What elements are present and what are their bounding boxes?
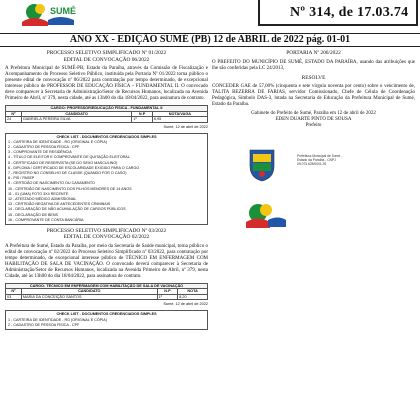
list-item: 2 - CADASTRO DE PESSOA FÍSICA - CPF — [8, 144, 80, 149]
list-item: 2 - CADASTRO DE PESSOA FÍSICA - CPF — [8, 322, 80, 327]
portaria-paragraph-1: O PREFEITO DO MUNICÍPIO DE SUMÉ, ESTADO DA PARAÍBA, usando das atribuições que lhe são conferidas pela LC 24/2013, — [212, 59, 415, 71]
date-line-1: Sumé, 12 de abril de 2022 — [163, 124, 208, 129]
table-cell: 8,20 — [178, 294, 208, 300]
masthead — [0, 0, 420, 33]
right-column — [212, 50, 415, 129]
list-item: 3 - COMPROVANTE DE RESIDÊNCIA — [8, 150, 72, 155]
list-item: 14 - DECLARAÇÃO DE NÃO ACUMULAÇÃO DE CARGOS PÚBLICOS — [8, 207, 126, 212]
list-item: 13 - CERTIDÃO NEGATIVA DE ANTECEDENTES CRIMINAIS — [8, 202, 111, 207]
table-header: N.P — [132, 111, 152, 117]
sume-logo-icon — [14, 0, 84, 30]
municipal-crest-icon — [247, 148, 277, 182]
crest-caption: Prefeitura Municipal de Sumé - Estado da Paraíba - CNPJ 09.073.628/0001-91 — [297, 154, 343, 167]
table-row — [6, 117, 208, 123]
documents-list-2 — [5, 310, 208, 330]
table-cell: 03 — [6, 294, 22, 300]
law-reference-number: Nº 314, de 17.03.74 — [290, 5, 409, 20]
list-item: 11 - 01 (UMA) FOTO 3X4 RECENTE — [8, 191, 69, 196]
table-cell: GABRIELA PEREIRA SILVA — [21, 117, 132, 123]
list-item: 1 - CARTEIRA DE IDENTIDADE - RG (ORIGINAL E CÓPIA) — [8, 139, 107, 144]
table-row — [6, 294, 208, 300]
date-line-2: Sumé, 12 de abril de 2022 — [163, 302, 208, 307]
documents-list-1 — [5, 133, 208, 225]
portaria-paragraph-2: CONCEDER GAE de 57,00% (cinquenta e sete vírgula noventa por cento) sobre o vencimento de, TALITA BEZERRA DE FARIAS, servidor Comissionado, Chefe de Célula de Coordenação Pedagógica, Símbolo DAS-3, lotada na Secretaria de Educação da Prefeitura Municipal de Sumé, Estado da Paraíba. — [212, 84, 415, 107]
documents-list-title: CHECK LIST - DOCUMENTOS CREDENCIADOS SIMPLES — [56, 134, 157, 139]
list-item: 16 - COMPROVANTE DE CONTA BANCÁRIA — [8, 217, 84, 222]
left-column — [5, 50, 208, 330]
signer-role: Prefeito — [305, 123, 322, 128]
table-header: Nº — [6, 289, 22, 295]
process-heading-1: PROCESSO SELETIVO SIMPLIFICADO Nº 01/2022 — [46, 50, 167, 56]
logo-text: SUMÉ — [50, 6, 77, 16]
table-cell: 6,95 — [152, 117, 207, 123]
process-heading-2: PROCESSO SELETIVO SIMPLIFICADO Nº 03/2022 — [46, 227, 167, 234]
documents-list-title: CHECK LIST - DOCUMENTOS CREDENCIADOS SIMPLES — [56, 312, 157, 317]
list-item: 9 - CERTIDÃO DE NASCIMENTO OU CASAMENTO — [8, 181, 95, 186]
portaria-heading: PORTARIA Nº 206/2022 — [286, 50, 341, 56]
table-header: NOTA/VAGA — [152, 111, 207, 117]
table-cell: 1º — [132, 117, 152, 123]
table-header: N.P — [157, 289, 178, 295]
edital-heading-2: EDITAL DE CONVOCAÇÃO 02/2022 — [63, 234, 150, 241]
table-cell: MARIA DA CONCEIÇÃO SANTOS — [21, 294, 157, 300]
list-item: 1 - CARTEIRA DE IDENTIDADE - RG (ORIGINAL E CÓPIA) — [8, 317, 107, 322]
list-item: 12 - ATESTADO MÉDICO ADMISSIONAL — [8, 196, 77, 201]
candidate-table-1 — [5, 105, 208, 123]
table-caption: CARGO: PROFESSOR/EDUCAÇÃO FÍSICA - FUNDAMENTAL II — [6, 106, 208, 112]
edition-bar: ANO XX - EDIÇÃO SUMÉ (PB) 12 de ABRIL de 2022 pág. 01-01 — [0, 33, 420, 47]
edital-paragraph-1: A Prefeitura Municipal de SUMÉ-PB, Estado da Paraíba, através da Comissão de Fiscalização e Acompanhamento do Processo Seletivo Público, instituída pela Portaria Nº 01/2022 torna público o presente edital de convocação nº 06/2022 para contratação por tempo determinado, de excepcional interesse público de PROFESSOR DE EDUCAÇÃO FÍSICA – FUNDAMENTAL II. O convocado deve comparecer à Secretaria de Administração/Setor de Recursos Humanos, localizada na Avenida Primeiro de Abril, nº 379, nesta cidade, até as 13h00 do dia 18/04/2022, para assinatura de contrato. — [5, 66, 208, 101]
table-header: Nº — [6, 111, 22, 117]
list-item: 15 - DECLARAÇÃO DE BENS — [8, 212, 59, 217]
city-seal-icon — [244, 200, 288, 230]
table-cell: 1º — [157, 294, 178, 300]
list-item: 5 - CERTIFICADO DE RESERVISTA (SE DO SEXO MASCULINO) — [8, 160, 118, 165]
resolve-heading: RESOLVE — [301, 74, 326, 81]
list-item: 7 - REGISTRO NO CONSELHO DE CLASSE (QUANDO FOR O CASO) — [8, 170, 127, 175]
signer-name: EDEN DUARTE PINTO DE SOUSA — [275, 117, 352, 122]
list-item: 4 - TÍTULO DE ELEITOR E COMPROVANTE DE QUITAÇÃO ELEITORAL — [8, 155, 130, 160]
closing-line: Gabinete do Prefeito de Sumé, Paraíba em 12 de abril de 2022 — [251, 111, 376, 116]
edital-paragraph-2: A Prefeitura de Sumé, Estado da Paraíba, por meio da Secretaria de Saúde municipal, torna público o edital de convocação nº 02/2022 do Processo Seletivo Simplificado nº 03/2022, para contratação por tempo determinado, de excepcional interesse público de TÉCNICO EM ENFERMAGEM COM HABILITAÇÃO DE SALA DE VACINAÇÃO. O convocado deverá comparecer à Secretaria de Administração/Setor de Recursos Humanos, localizada na Avenida Primeiro de Abril, nº 379, nesta Cidade, até às 13h00 do dia 18/04/2022, para assinatura de contrato. — [5, 243, 208, 279]
candidate-table-2 — [5, 283, 208, 301]
list-item: 6 - DIPLOMA / CERTIFICADO DE ESCOLARIDADE EXIGIDO PARA O CARGO — [8, 165, 140, 170]
list-item: 8 - PIS / PASEP — [8, 176, 35, 181]
edital-heading-1: EDITAL DE CONVOCAÇÃO 06/2022 — [63, 56, 150, 63]
table-header: CANDIDATO — [21, 289, 157, 295]
table-header: NOTA — [178, 289, 208, 295]
law-reference-box — [258, 0, 418, 26]
table-cell: 24 — [6, 117, 22, 123]
table-caption: CARGO: TÉCNICO EM ENFERMAGEM COM HABILITAÇÃO DE SALA DE VACINAÇÃO — [6, 283, 208, 289]
table-header: CANDIDATO — [21, 111, 132, 117]
list-item: 10 - CERTIDÃO DE NASCIMENTO DOS FILHOS MENORES DE 14 ANOS — [8, 186, 132, 191]
